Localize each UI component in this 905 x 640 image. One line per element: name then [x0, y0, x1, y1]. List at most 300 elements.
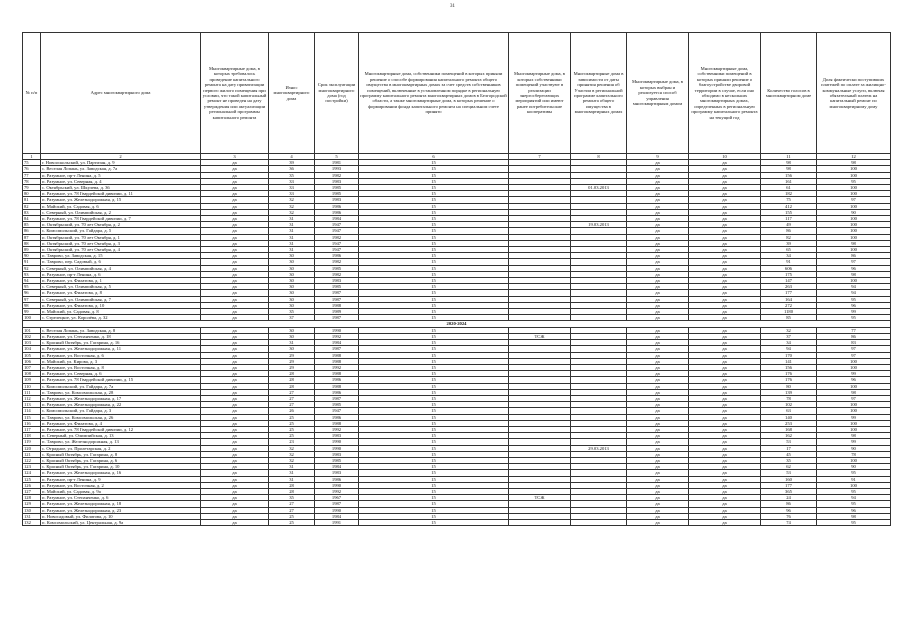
table-cell: п. Разумное, ул. Железнодорожная, д. 18: [41, 501, 201, 507]
table-cell: да: [627, 209, 689, 215]
table-cell: да: [627, 185, 689, 191]
table-cell: 95: [23, 284, 41, 290]
table-cell: 75: [23, 160, 41, 166]
table-cell: 34: [761, 253, 817, 259]
table-cell: с. Веселая Лопань, ул. Заводская, д. 7а: [41, 166, 201, 172]
table-cell: 30: [269, 265, 315, 271]
table-cell: 412: [761, 203, 817, 209]
table-cell: 140: [761, 414, 817, 420]
table-cell: да: [201, 519, 269, 525]
table-cell: 91: [817, 476, 891, 482]
table-cell: 15: [359, 216, 509, 222]
table-cell: да: [689, 482, 761, 488]
table-cell: да: [201, 439, 269, 445]
table-cell: 131: [23, 513, 41, 519]
table-cell: да: [627, 433, 689, 439]
table-body: [23, 154, 891, 526]
table-cell: 177: [761, 482, 817, 488]
table-cell: с. Комсомольский, ул. Гайдара, д. 7а: [41, 383, 201, 389]
table-cell: п. Разумное, пр-т Ленина, д. 5: [41, 172, 201, 178]
column-number: 5: [315, 154, 359, 160]
table-cell: 15: [359, 333, 509, 339]
table-cell: 39: [761, 240, 817, 246]
table-cell: 100: [817, 216, 891, 222]
table-cell: п. Разумное, ул. Восточная, д. 8: [41, 364, 201, 370]
table-cell: 15: [359, 284, 509, 290]
table-cell: п. Разумное, ул. Железнодорожная, д. 17: [41, 395, 201, 401]
table-cell: 30: [269, 290, 315, 296]
table-cell: 156: [761, 364, 817, 370]
table-cell: п. Таврово, пер. Садовый, д. 6: [41, 259, 201, 265]
table-cell: 82: [23, 203, 41, 209]
table-cell: 27: [269, 389, 315, 395]
table-cell: 82: [761, 234, 817, 240]
table-cell: 31: [269, 247, 315, 253]
table-cell: 15: [359, 476, 509, 482]
table-cell: 30: [269, 346, 315, 352]
table-cell: 1985: [315, 402, 359, 408]
table-cell: да: [201, 178, 269, 184]
table-cell: 49: [761, 222, 817, 228]
table-cell: да: [689, 383, 761, 389]
table-cell: 95: [817, 519, 891, 525]
column-number: 11: [761, 154, 817, 160]
table-cell: 15: [359, 191, 509, 197]
table-cell: да: [201, 445, 269, 451]
table-cell: да: [201, 358, 269, 364]
table-cell: 15: [359, 507, 509, 513]
table-cell: 124: [23, 470, 41, 476]
table-cell: 1988: [315, 302, 359, 308]
table-cell: да: [689, 364, 761, 370]
table-cell: 1982: [315, 172, 359, 178]
table-cell: да: [627, 265, 689, 271]
table-cell: п. Майский, ул. Садовая, д. 6: [41, 203, 201, 209]
table-cell: да: [689, 247, 761, 253]
table-cell: да: [627, 352, 689, 358]
table-cell: да: [201, 327, 269, 333]
table-cell: 15: [359, 426, 509, 432]
table-cell: с. Северный, ул. Олимпийская, д. 7: [41, 296, 201, 302]
table-cell: 102: [23, 333, 41, 339]
table-cell: 100: [817, 278, 891, 284]
table-cell: 39: [269, 160, 315, 166]
table-cell: п. Разумное, ул. 78 Гвардейской дивизии, д. 11: [41, 191, 201, 197]
table-cell: 77: [23, 172, 41, 178]
column-header: Срок эксплуатации многоквартирного дома (год постройки): [315, 33, 359, 154]
table-cell: 1982: [315, 271, 359, 277]
table-cell: 126: [23, 482, 41, 488]
table-cell: да: [201, 160, 269, 166]
table-cell: 1992: [315, 364, 359, 370]
table-cell: 1987: [315, 296, 359, 302]
table-cell: 37: [761, 333, 817, 339]
table-cell: да: [627, 439, 689, 445]
table-cell: да: [201, 278, 269, 284]
table-cell: 76: [761, 513, 817, 519]
table-cell: 31: [269, 240, 315, 246]
table-cell: да: [201, 482, 269, 488]
table-cell: 93: [23, 271, 41, 277]
table-cell: да: [201, 457, 269, 463]
table-cell: 1987: [315, 395, 359, 401]
table-cell: да: [627, 197, 689, 203]
table-cell: да: [201, 433, 269, 439]
table-cell: да: [627, 451, 689, 457]
table-cell: 100: [817, 402, 891, 408]
table-cell: 15: [359, 346, 509, 352]
table-cell: п. Октябрьский, ул. 70 лет Октября, д. 3: [41, 240, 201, 246]
table-cell: да: [201, 209, 269, 215]
table-cell: 1983: [315, 470, 359, 476]
table-cell: 107: [23, 364, 41, 370]
table-cell: 83: [817, 340, 891, 346]
table-cell: 141: [761, 358, 817, 364]
table-cell: да: [201, 265, 269, 271]
table-cell: 96: [817, 377, 891, 383]
table-cell: 155: [761, 209, 817, 215]
table-cell: 160: [761, 476, 817, 482]
column-number: 12: [817, 154, 891, 160]
table-cell: 105: [23, 352, 41, 358]
table-cell: 1985: [315, 265, 359, 271]
column-number: 2: [41, 154, 201, 160]
table-cell: да: [201, 352, 269, 358]
table-cell: 80: [761, 383, 817, 389]
table-cell: 15: [359, 377, 509, 383]
table-cell: с. Комсомольский, ул. Гайдара, д. 5: [41, 228, 201, 234]
table-cell: 32: [269, 445, 315, 451]
table-cell: 15: [359, 364, 509, 370]
table-cell: 30: [269, 327, 315, 333]
table-cell: да: [689, 309, 761, 315]
table-cell: да: [689, 302, 761, 308]
table-cell: да: [689, 340, 761, 346]
table-cell: 23: [269, 439, 315, 445]
table-cell: да: [689, 278, 761, 284]
table-cell: да: [201, 253, 269, 259]
table-cell: да: [689, 395, 761, 401]
table-cell: 62: [761, 464, 817, 470]
table-cell: 1988: [315, 352, 359, 358]
table-cell: с. Красный Октябрь, ул. Гагарина, д. 6: [41, 457, 201, 463]
table-cell: 76: [23, 166, 41, 172]
table-cell: да: [689, 191, 761, 197]
table-cell: да: [689, 222, 761, 228]
table-cell: да: [627, 470, 689, 476]
page-number: 31: [450, 4, 455, 9]
column-number: 3: [201, 154, 269, 160]
table-cell: 1986: [315, 389, 359, 395]
table-cell: 25: [269, 420, 315, 426]
table-cell: 15: [359, 389, 509, 395]
table-cell: 1990: [315, 327, 359, 333]
table-cell: да: [689, 451, 761, 457]
table-cell: да: [627, 327, 689, 333]
table-cell: 606: [761, 265, 817, 271]
table-cell: ТСЖ: [509, 333, 571, 339]
table-cell: п. Разумное, ул. Северная, д. 6: [41, 371, 201, 377]
table-cell: п. Разумное, ул. Железнодорожная, д. 15: [41, 197, 201, 203]
table-cell: 104: [23, 346, 41, 352]
table-cell: 1984: [315, 340, 359, 346]
table-cell: 86: [761, 228, 817, 234]
table-cell: 100: [817, 247, 891, 253]
table-cell: 1947: [315, 240, 359, 246]
table-cell: 139: [761, 389, 817, 395]
table-cell: 95: [817, 315, 891, 321]
table-cell: с. Веселая Лопань, ул. Заводская, д. 8: [41, 327, 201, 333]
table-cell: да: [627, 234, 689, 240]
table-cell: 96: [817, 265, 891, 271]
table-cell: п. Октябрьский, ул. 70 лет Октября, д. 1: [41, 234, 201, 240]
table-cell: 15: [359, 253, 509, 259]
table-cell: 25: [269, 426, 315, 432]
table-cell: 15: [359, 209, 509, 215]
table-cell: 15: [359, 203, 509, 209]
table-cell: 162: [761, 433, 817, 439]
table-cell: 1990: [315, 507, 359, 513]
table-cell: да: [201, 408, 269, 414]
table-header: [23, 33, 891, 154]
table-cell: 98: [817, 240, 891, 246]
table-cell: 1947: [315, 247, 359, 253]
table-cell: 32: [269, 197, 315, 203]
table-cell: 15: [359, 302, 509, 308]
table-cell: п. Разумное, ул. Восточная, д. 6: [41, 352, 201, 358]
table-cell: да: [689, 501, 761, 507]
column-number: 4: [269, 154, 315, 160]
table-cell: да: [689, 414, 761, 420]
table-cell: ТСЖ: [509, 495, 571, 501]
table-cell: да: [201, 296, 269, 302]
table-cell: 19.03.2013: [571, 222, 627, 228]
table-cell: 15: [359, 222, 509, 228]
table-cell: 117: [23, 426, 41, 432]
table-cell: 132: [23, 519, 41, 525]
table-cell: 28: [269, 482, 315, 488]
table-cell: 97: [23, 296, 41, 302]
table-cell: 1985: [315, 185, 359, 191]
table-cell: да: [201, 166, 269, 172]
table-cell: 102: [761, 402, 817, 408]
table-cell: 15: [359, 352, 509, 358]
table-cell: 1990: [315, 482, 359, 488]
table-cell: 161: [761, 178, 817, 184]
table-cell: 29: [269, 352, 315, 358]
column-number: 7: [509, 154, 571, 160]
table-cell: 15: [359, 414, 509, 420]
table-cell: 89: [23, 247, 41, 253]
table-cell: да: [627, 259, 689, 265]
table-cell: 122: [23, 457, 41, 463]
table-cell: 78: [761, 395, 817, 401]
table-cell: 78: [817, 451, 891, 457]
table-cell: да: [201, 228, 269, 234]
table-cell: 15: [359, 420, 509, 426]
table-cell: да: [201, 470, 269, 476]
table-cell: да: [201, 222, 269, 228]
table-cell: 29.03.2013: [571, 445, 627, 451]
table-cell: да: [689, 253, 761, 259]
table-cell: 147: [761, 278, 817, 284]
table-cell: 100: [817, 228, 891, 234]
table-cell: 15: [359, 327, 509, 333]
table-cell: 1986: [315, 253, 359, 259]
table-cell: 15: [359, 340, 509, 346]
table-cell: да: [201, 271, 269, 277]
table-cell: п. Новосадовый, ул. Филатова, д. 10: [41, 513, 201, 519]
table-cell: да: [689, 519, 761, 525]
table-cell: 15: [359, 172, 509, 178]
table-cell: да: [201, 234, 269, 240]
table-cell: 15: [359, 395, 509, 401]
table-cell: 94: [761, 346, 817, 352]
table-cell: п. Комсомольский, ул. Центральная, д. 9а: [41, 519, 201, 525]
table-cell: 30: [269, 259, 315, 265]
table-cell: да: [627, 408, 689, 414]
table-cell: да: [689, 166, 761, 172]
table-cell: с. Красный Октябрь, ул. Гагарина, д. 8: [41, 451, 201, 457]
table-cell: 1993: [315, 166, 359, 172]
table-cell: да: [627, 377, 689, 383]
table-cell: 94: [817, 284, 891, 290]
table-cell: да: [201, 185, 269, 191]
table-cell: 111: [23, 389, 41, 395]
table-cell: да: [689, 495, 761, 501]
table-cell: 129: [23, 501, 41, 507]
table-cell: 175: [761, 271, 817, 277]
table-cell: 98: [817, 433, 891, 439]
table-cell: 1988: [315, 358, 359, 364]
table-cell: да: [627, 247, 689, 253]
table-cell: 108: [23, 371, 41, 377]
table-cell: 1985: [315, 191, 359, 197]
table-cell: да: [627, 519, 689, 525]
table-cell: 100: [817, 426, 891, 432]
table-cell: 99: [23, 309, 41, 315]
table-cell: 118: [23, 433, 41, 439]
table-cell: да: [201, 476, 269, 482]
table-cell: да: [627, 240, 689, 246]
column-header: № п/п: [23, 33, 41, 154]
table-cell: 31: [269, 234, 315, 240]
table-cell: 127: [23, 488, 41, 494]
table-cell: 253: [761, 420, 817, 426]
table-cell: п. Разумное, пр-т Ленина, д. 9: [41, 476, 201, 482]
table-cell: 1983: [315, 178, 359, 184]
table-cell: 1987: [315, 290, 359, 296]
table-cell: 75: [761, 197, 817, 203]
table-cell: да: [689, 209, 761, 215]
table-cell: 28: [269, 377, 315, 383]
table-cell: 114: [23, 408, 41, 414]
table-cell: 30: [269, 271, 315, 277]
table-cell: 31: [269, 476, 315, 482]
table-cell: да: [689, 228, 761, 234]
table-cell: 1982: [315, 234, 359, 240]
table-cell: 1988: [315, 383, 359, 389]
table-cell: 106: [23, 358, 41, 364]
table-cell: п. Разумное, ул. Филатова, д. 1: [41, 278, 201, 284]
section-title: 2020-2024: [23, 321, 891, 327]
column-number: 9: [627, 154, 689, 160]
table-cell: с. Северный, ул. Олимпийская, д. 5: [41, 284, 201, 290]
table-cell: 25: [269, 513, 315, 519]
table-cell: да: [201, 315, 269, 321]
table-cell: 85: [23, 222, 41, 228]
table-cell: 98: [817, 513, 891, 519]
table-cell: 15: [359, 519, 509, 525]
table-cell: 27: [269, 395, 315, 401]
table-cell: 117: [761, 216, 817, 222]
table-cell: 99: [817, 414, 891, 420]
column-header: Многоквартирные дома, собственники помещений в которых приняли решение о благоустройстве дворовой территории в случае, если оно обходимо в нескольких многоквартирных домах, определенных в региональную программу капитального ремонта на текущий год: [689, 33, 761, 154]
table-cell: да: [201, 488, 269, 494]
table-cell: да: [201, 240, 269, 246]
table-cell: да: [627, 426, 689, 432]
column-header: Многоквартирные дома, в которых собственники помещений участвуют в реализации энергосберегающих мероприятий или имеют ранее потребительские кооперативы: [509, 33, 571, 154]
table-cell: п. Разумное, ул. 78 Гвардейской дивизии, д. 12: [41, 426, 201, 432]
table-cell: да: [201, 371, 269, 377]
table-cell: 170: [761, 352, 817, 358]
table-cell: 32: [269, 451, 315, 457]
table-cell: да: [627, 420, 689, 426]
table-cell: 100: [817, 457, 891, 463]
table-cell: 53: [761, 439, 817, 445]
table-cell: п. Октябрьский, ул. 70 лет Октября, д. 2: [41, 222, 201, 228]
table-cell: да: [627, 495, 689, 501]
table-cell: 1983: [315, 433, 359, 439]
table-cell: п. Таврово, ул. Комсомольская, д. 28: [41, 389, 201, 395]
table-cell: 96: [23, 290, 41, 296]
table-cell: да: [201, 191, 269, 197]
table-cell: да: [627, 278, 689, 284]
table-cell: да: [627, 476, 689, 482]
column-header: Адрес многоквартирного дома: [41, 33, 201, 154]
table-cell: 15: [359, 383, 509, 389]
table-cell: 1992: [315, 426, 359, 432]
table-cell: 34: [761, 340, 817, 346]
table-cell: 115: [23, 414, 41, 420]
table-cell: 176: [761, 377, 817, 383]
table-cell: 97: [817, 346, 891, 352]
table-cell: 15: [359, 358, 509, 364]
table-cell: 100: [817, 172, 891, 178]
table-cell: да: [627, 309, 689, 315]
table-cell: да: [627, 371, 689, 377]
table-cell: 80: [23, 191, 41, 197]
table-cell: 182: [761, 191, 817, 197]
table-cell: 90: [817, 209, 891, 215]
table-cell: да: [201, 340, 269, 346]
table-cell: 15: [359, 315, 509, 321]
table-cell: 15: [359, 296, 509, 302]
table-cell: 15: [359, 371, 509, 377]
table-cell: да: [689, 315, 761, 321]
table-cell: да: [689, 296, 761, 302]
table-cell: п. Разумное, ул. Северная, д. 4: [41, 178, 201, 184]
table-cell: да: [627, 364, 689, 370]
table-cell: да: [689, 197, 761, 203]
table-cell: с. Отрадное, ул. Пролетарская, д. 2: [41, 445, 201, 451]
table-cell: 95: [817, 296, 891, 302]
table-cell: да: [627, 296, 689, 302]
table-cell: да: [627, 395, 689, 401]
table-cell: да: [689, 160, 761, 166]
table-cell: с. Красный Октябрь, ул. Гагарина, д. 10: [41, 464, 201, 470]
table-cell: да: [689, 265, 761, 271]
